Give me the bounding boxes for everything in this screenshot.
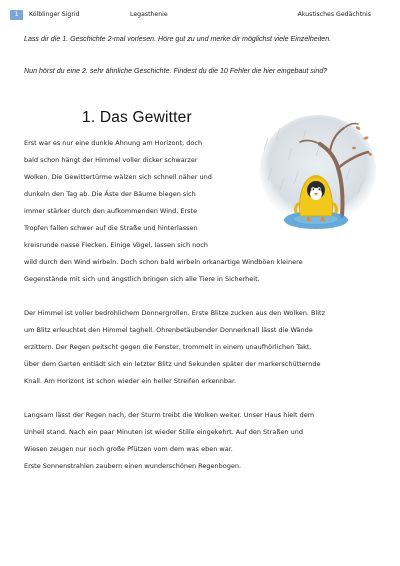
storm-penguin-illustration xyxy=(258,108,378,238)
page-number-badge: 1 xyxy=(10,10,23,20)
page-header xyxy=(0,10,400,22)
header-topic: Akustisches Gedächtnis xyxy=(297,11,371,18)
story-line: Knall. Am Horizont ist schon wieder ein heller Streifen erkennbar. xyxy=(24,377,237,385)
story-line: um Blitz erleuchtet den Himmel taghell. Ohrenbetäubender Donnerknall lässt die Wände xyxy=(24,326,313,334)
story-line: Unheil stand. Nach ein paar Minuten ist wieder Stille eingekehrt. Auf den Straßen und xyxy=(24,428,303,436)
story-line: Über dem Garten entlädt sich ein letzter Blitz und Sekunden später der markerschütternde xyxy=(24,360,321,368)
story-line: Langsam lässt der Regen nach, der Sturm treibt die Wolken weiter. Unser Haus hielt dem xyxy=(24,411,315,419)
story-line: Wiesen zeugen nur noch große Pfützen vom dem was eben war. xyxy=(24,445,233,453)
story-line: bald schon hängt der Himmel voller dicker schwarzer xyxy=(24,156,198,164)
story-line: Gegenstände mit sich und ängstlich bringen sich alle Tiere in Sicherheit. xyxy=(24,275,260,283)
header-author: Kölblinger Sigrid xyxy=(29,11,80,18)
story-line: kreisrunde nasse Flecken. Einige Vögel, lassen sich noch xyxy=(24,241,208,249)
story-line: Der Himmel ist voller bedrohlichem Donnergrollen. Erste Blitze zucken aus den Wolken. Blitz xyxy=(24,309,326,317)
story-line: Tropfen fallen schwer auf die Straße und hinterlassen xyxy=(24,224,198,232)
story-line: erzittern. Der Regen peitscht gegen die Fenster, trommelt in einem unaufhörlichen Takt. xyxy=(24,343,312,351)
story-title: 1. Das Gewitter xyxy=(82,109,192,126)
story-line: wild durch den Wind wirbeln. Doch schon bald wirbeln orkanartige Windböen kleinere xyxy=(24,258,303,266)
story-line: immer stärker durch den aufkommenden Wind. Erste xyxy=(24,207,198,215)
instruction-2: Nun hörst du eine 2. sehr ähnliche Geschichte. Findest du die 10 Fehler die hier eingebaut sind? xyxy=(24,67,328,75)
story-line: Erst war es nur eine dunkle Ahnung am Horizont, doch xyxy=(24,139,203,147)
instruction-1: Lass dir die 1. Geschichte 2-mal vorlesen. Höre gut zu und merke dir möglichst viele Einzelheiten. xyxy=(24,35,332,43)
story-line: dunkeln den Tag ab. Die Äste der Bäume biegen sich xyxy=(24,190,196,198)
story-line: Erste Sonnenstrahlen zaubern einen wunderschönen Regenbogen. xyxy=(24,462,242,470)
header-subject: Legasthenie xyxy=(130,11,168,18)
story-line: Wolken. Die Gewittertürme wälzen sich schnell näher und xyxy=(24,173,212,181)
